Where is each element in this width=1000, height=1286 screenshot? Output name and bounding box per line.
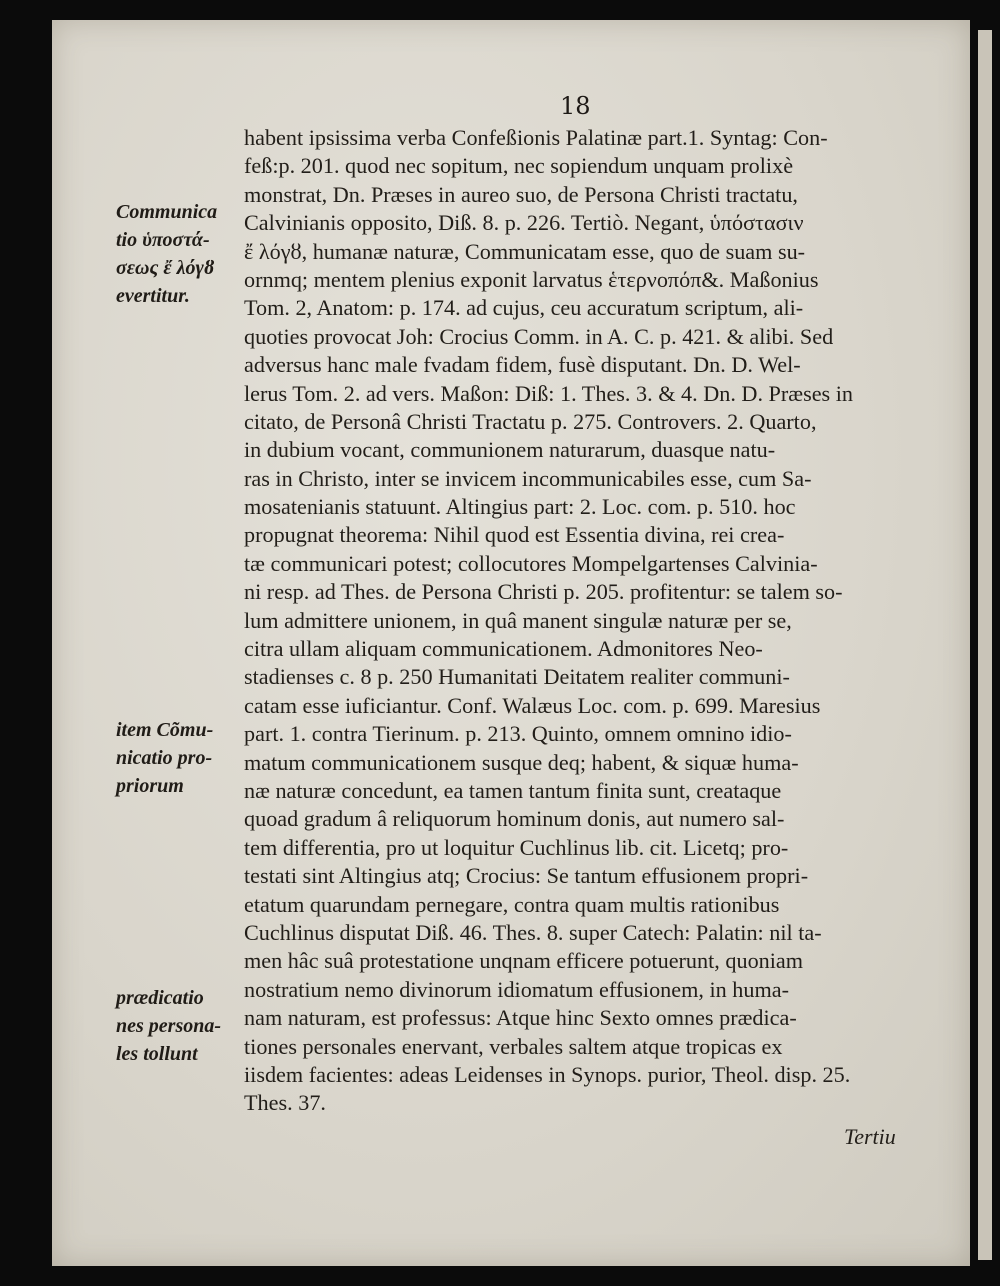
text-line: citra ullam aliquam communicationem. Admonitores Neo- bbox=[244, 636, 763, 662]
text-line: quoties provocat Joh: Crocius Comm. in A. C. p. 421. & alibi. Sed bbox=[244, 323, 834, 349]
text-line: tem differentia, pro ut loquitur Cuchlinus lib. cit. Licetq; pro- bbox=[244, 834, 789, 860]
marginal-line: item Cõmu- bbox=[116, 719, 214, 741]
marginal-line: nicatio pro- bbox=[116, 747, 213, 769]
marginal-line: evertitur. bbox=[116, 285, 190, 307]
text-line: matum communicationem susque deq; habent, & siquæ huma- bbox=[244, 749, 799, 775]
text-line: habent ipsissima verba Confeßionis Palatinæ part.1. Syntag: Con- bbox=[244, 125, 828, 150]
text-line: etatum quarundam pernegare, contra quam multis rationibus bbox=[244, 891, 780, 917]
marginal-note-praedicationes bbox=[116, 984, 221, 1068]
main-text-block bbox=[244, 124, 934, 1118]
marginal-line: tio ὑποστά- bbox=[116, 229, 210, 251]
marginal-line: nes persona- bbox=[116, 1015, 222, 1037]
text-line: part. 1. contra Tierinum. p. 213. Quinto, omnem omnino idio- bbox=[244, 721, 792, 747]
marginal-note-communicatio-propriorum bbox=[116, 716, 213, 800]
text-line: in dubium vocant, communionem naturarum, duasque natu- bbox=[244, 437, 776, 463]
text-line: ni resp. ad Thes. de Persona Christi p. 205. profitentur: se talem so- bbox=[244, 579, 843, 605]
text-line: nam naturam, est professus: Atque hinc Sexto omnes prædica- bbox=[244, 1005, 797, 1031]
text-line: tiones personales enervant, verbales saltem atque tropicas ex bbox=[244, 1033, 783, 1059]
text-line: lum admittere unionem, in quâ manent singulæ naturæ per se, bbox=[244, 607, 792, 633]
marginal-line: prædicatio bbox=[116, 987, 204, 1009]
text-line: testati sint Altingius atq; Crocius: Se tantum effusionem propri- bbox=[244, 863, 809, 889]
text-line: iisdem facientes: adeas Leidenses in Synops. purior, Theol. disp. 25. bbox=[244, 1061, 851, 1087]
text-line: ornmq; mentem plenius exponit larvatus ἑτερνοπόπ&. Maßonius bbox=[244, 266, 819, 292]
text-line: tæ communicari potest; collocutores Mompelgartenses Calvinia- bbox=[244, 550, 818, 576]
catchword: Tertiu bbox=[844, 1124, 896, 1149]
text-line: men hâc suâ protestatione unqnam efficere potuerunt, quoniam bbox=[244, 948, 804, 974]
text-line: stadienses c. 8 p. 250 Humanitati Deitatem realiter communi- bbox=[244, 664, 790, 690]
text-line: ἔ λόγȣ, humanæ naturæ, Communicatam esse, quo de suam su- bbox=[244, 238, 806, 264]
text-line: citato, de Personâ Christi Tractatu p. 275. Controvers. 2. Quarto, bbox=[244, 408, 817, 434]
marginal-line: priorum bbox=[116, 775, 184, 797]
text-line: Cuchlinus disputat Diß. 46. Thes. 8. super Catech: Palatin: nil ta- bbox=[244, 919, 822, 945]
text-line: Thes. 37. bbox=[244, 1090, 326, 1116]
text-line: Calvinianis opposito, Diß. 8. p. 226. Tertiò. Negant, ὑπόστασιν bbox=[244, 210, 804, 236]
marginal-line: les tollunt bbox=[116, 1043, 198, 1065]
page-number: 18 bbox=[560, 92, 591, 120]
text-line: ras in Christo, inter se invicem incommunicabiles esse, cum Sa- bbox=[244, 465, 812, 491]
marginal-line: σεως ἔ λόγȣ bbox=[116, 257, 215, 279]
text-line: quoad gradum â reliquorum hominum donis, aut numero sal- bbox=[244, 806, 785, 832]
text-line: monstrat, Dn. Præses in aureo suo, de Persona Christi tractatu, bbox=[244, 181, 798, 207]
text-line: Tom. 2, Anatom: p. 174. ad cujus, ceu accuratum scriptum, ali- bbox=[244, 295, 804, 321]
text-line: næ naturæ concedunt, ea tamen tantum finita sunt, creataque bbox=[244, 777, 782, 803]
page-edge bbox=[978, 30, 992, 1260]
text-line: feß:p. 201. quod nec sopitum, nec sopiendum unquam prolixè bbox=[244, 153, 794, 179]
text-line: nostratium nemo divinorum idiomatum effusionem, in huma- bbox=[244, 976, 789, 1002]
text-line: adversus hanc male fvadam fidem, fusè disputant. Dn. D. Wel- bbox=[244, 352, 801, 378]
marginal-note-communicatio bbox=[116, 198, 217, 310]
text-line: lerus Tom. 2. ad vers. Maßon: Diß: 1. Thes. 3. & 4. Dn. D. Præses in bbox=[244, 380, 853, 406]
text-line: mosatenianis statuunt. Altingius part: 2. Loc. com. p. 510. hoc bbox=[244, 494, 796, 520]
text-line: propugnat theorema: Nihil quod est Essentia divina, rei crea- bbox=[244, 522, 785, 548]
text-line: catam esse iuficiantur. Conf. Walæus Loc. com. p. 699. Maresius bbox=[244, 692, 821, 718]
marginal-line: Communica bbox=[116, 201, 218, 223]
